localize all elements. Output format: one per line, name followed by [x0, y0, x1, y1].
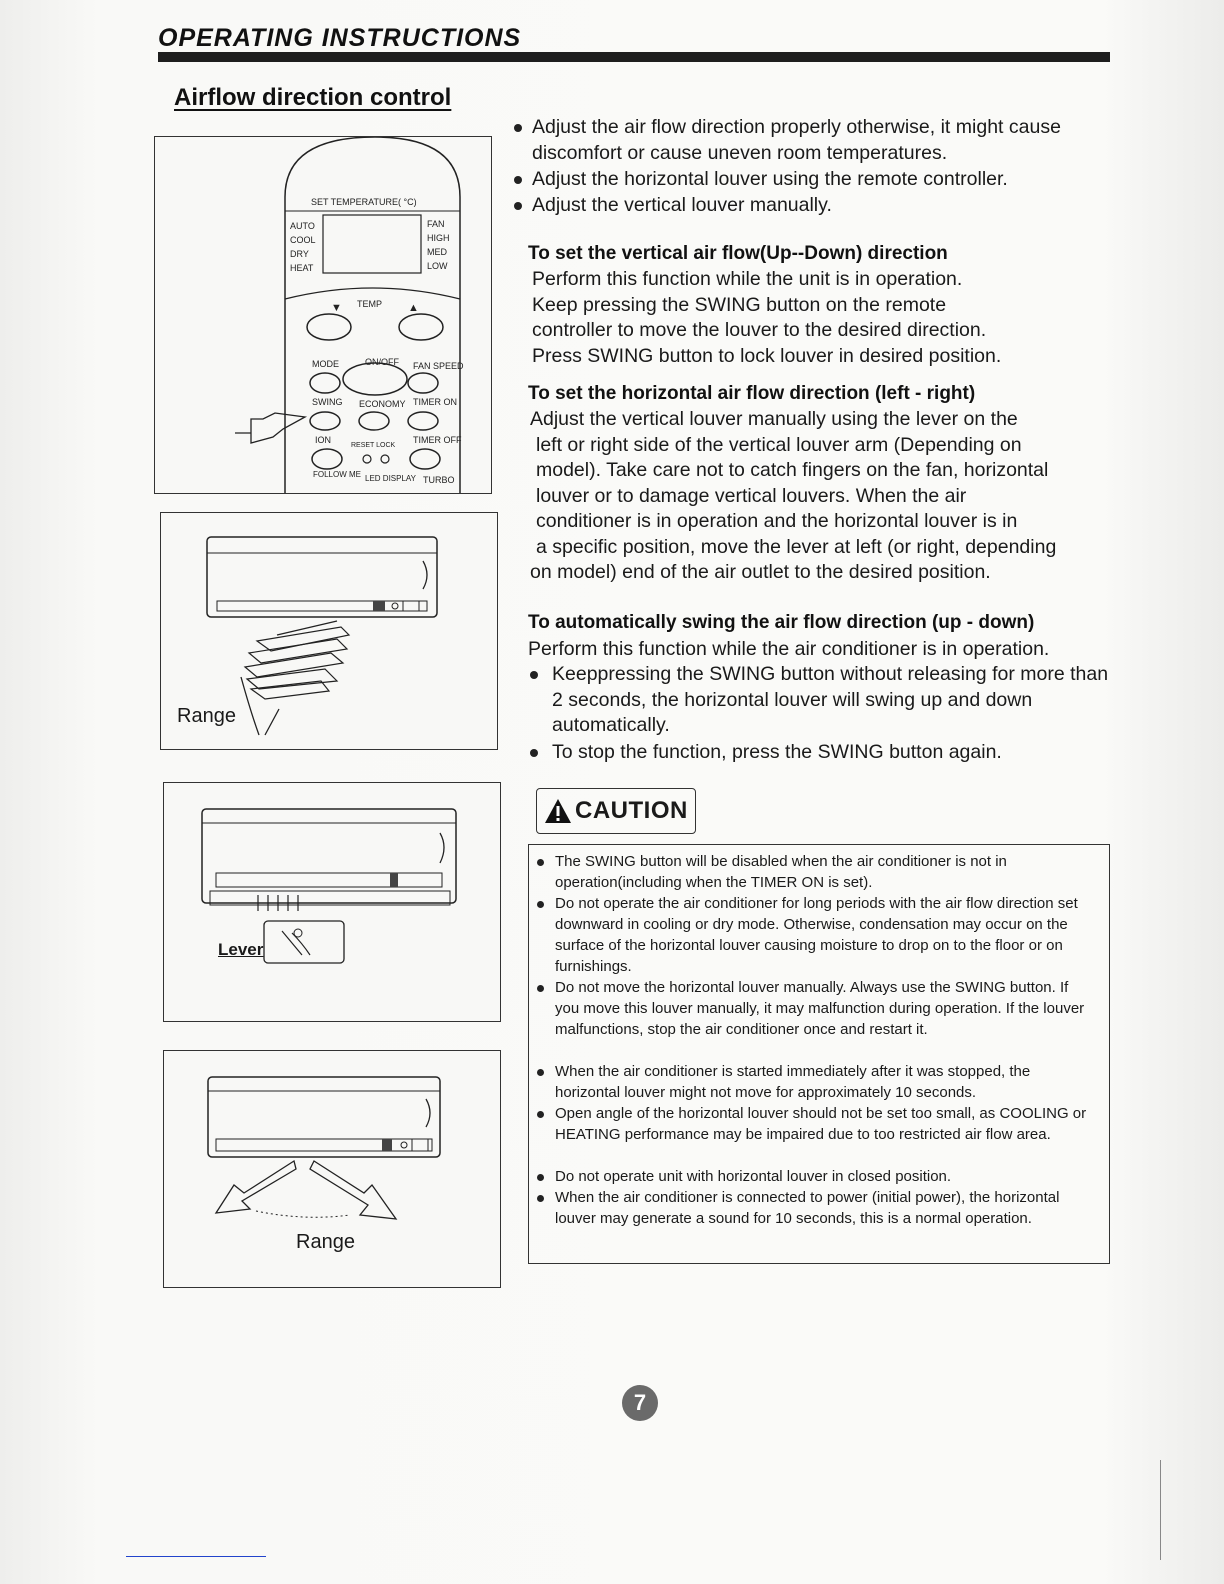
auto-swing-heading: To automatically swing the air flow direction (up - down)	[528, 612, 1035, 633]
temp-down-arrow: ▼	[331, 302, 342, 314]
auto-swing-intro: Perform this function while the air conditioner is in operation.	[528, 638, 1050, 660]
caution-note: Do not operate the air conditioner for long periods with the air flow direction set downward in cooling or dry mode. Otherwise, condensation may occur on the surface of the horizontal louver causing moisture to drop on to the floor or on furnishings.	[537, 893, 1089, 977]
caution-note: When the air conditioner is connected to power (initial power), the horizontal louver may generate a sound for 10 seconds, this is a normal operation.	[537, 1187, 1089, 1229]
caution-label: CAUTION	[575, 797, 688, 824]
swing-button	[310, 412, 340, 430]
temp-down-button	[307, 314, 351, 340]
bullet-dot-icon	[514, 124, 522, 132]
remote-timer-on-label: TIMER ON	[413, 397, 457, 407]
temp-up-arrow: ▲	[408, 302, 419, 314]
remote-mode-label: MODE	[312, 359, 339, 369]
caution-notes-box	[528, 844, 1110, 1264]
remote-fan-labels	[427, 219, 450, 271]
remote-mode-labels	[290, 221, 316, 273]
remote-onoff-label: ON/OFF	[365, 357, 399, 367]
section-title: Airflow direction control	[174, 84, 452, 111]
bullet-dot-icon	[537, 859, 544, 866]
svg-text:LOW: LOW	[427, 261, 448, 271]
remote-temp-label: TEMP	[357, 299, 383, 309]
auto-swing-bullet: To stop the function, press the SWING button again.	[530, 740, 1110, 766]
caution-note: Do not operate unit with horizontal louver in closed position.	[537, 1166, 1089, 1187]
caution-note: Open angle of the horizontal louver should not be set too small, as COOLING or HEATING performance may be impaired due to too restricted air flow area.	[537, 1103, 1089, 1145]
caution-note: When the air conditioner is started immediately after it was stopped, the horizontal louver might not move for approximately 10 seconds.	[537, 1061, 1089, 1103]
remote-swing-label: SWING	[312, 397, 343, 407]
svg-text:AUTO: AUTO	[290, 221, 315, 231]
horizontal-range-figure	[163, 1050, 501, 1288]
warning-triangle-icon	[543, 797, 573, 825]
caution-note: Do not move the horizontal louver manually. Always use the SWING button. If you move this louver manually, it may malfunction during operation. If the louver malfunctions, stop the air conditioner once and restart it.	[537, 977, 1089, 1040]
edge-line	[1160, 1460, 1161, 1560]
intro-bullet: Adjust the air flow direction properly otherwise, it might cause discomfort or cause uneven room temperatures.	[514, 114, 1074, 166]
intro-bullet: Adjust the horizontal louver using the remote controller.	[514, 166, 1074, 192]
bullet-dot-icon	[530, 671, 538, 679]
vertical-airflow-text: Perform this function while the unit is in operation. Keep pressing the SWING button on the remote controller to move the louver to the desired direction. Press SWING button to lock louver in desired position.	[532, 268, 1002, 367]
remote-timer-off-label: TIMER OFF	[413, 435, 462, 445]
horizontal-airflow-text: Adjust the vertical louver manually using the lever on the left or right side of the vertical louver arm (Depending on model). Take care not to catch fingers on the fan, horizontal louver or to damage vertical louvers. When the air conditioner is in operation and the horizontal louver is in a specific position, move the lever at left (or right, depending on model) end of the air outlet to the desired position.	[530, 408, 1057, 583]
pointing-hand-icon	[235, 413, 305, 443]
bullet-dot-icon	[537, 1111, 544, 1118]
remote-follow-me-label: FOLLOW ME	[313, 470, 362, 479]
svg-text:DRY: DRY	[290, 249, 309, 259]
remote-turbo-label: TURBO	[423, 475, 455, 485]
bullet-dot-icon	[537, 985, 544, 992]
remote-fan-speed-label: FAN SPEED	[413, 361, 464, 371]
bullet-dot-icon	[537, 1174, 544, 1181]
caution-header	[536, 788, 696, 834]
bullet-dot-icon	[537, 1195, 544, 1202]
remote-led-display-label: LED DISPLAY	[365, 474, 416, 483]
horizontal-airflow-heading: To set the horizontal air flow direction (left - right)	[528, 383, 976, 404]
remote-reset-lock-label: RESET LOCK	[351, 442, 396, 449]
remote-set-temp-label: SET TEMPERATURE( °C)	[311, 197, 417, 207]
bullet-dot-icon	[514, 176, 522, 184]
bullet-dot-icon	[537, 901, 544, 908]
remote-ion-label: ION	[315, 435, 332, 445]
remote-economy-label: ECONOMY	[359, 399, 406, 409]
indoor-unit-lever-drawing	[164, 783, 500, 1021]
svg-text:MED: MED	[427, 247, 447, 257]
vertical-airflow-heading: To set the vertical air flow(Up--Down) direction	[528, 243, 948, 264]
temp-up-button	[399, 314, 443, 340]
louver-range-figure	[160, 512, 498, 750]
remote-controller-figure	[154, 136, 492, 494]
bullet-dot-icon	[537, 1069, 544, 1076]
remote-controller-drawing	[155, 137, 491, 493]
lever-figure	[163, 782, 501, 1022]
svg-text:HEAT: HEAT	[290, 263, 314, 273]
intro-bullet: Adjust the vertical louver manually.	[514, 192, 1074, 218]
svg-text:FAN: FAN	[427, 219, 445, 229]
auto-swing-bullet: Keeppressing the SWING button without releasing for more than 2 seconds, the horizontal louver will swing up and down automatically.	[530, 662, 1110, 739]
range-label-vertical: Range	[177, 705, 236, 727]
footer-rule	[126, 1556, 266, 1557]
range-label-horizontal: Range	[296, 1231, 355, 1253]
bullet-dot-icon	[514, 202, 522, 210]
header-rule	[158, 52, 1110, 62]
svg-text:COOL: COOL	[290, 235, 316, 245]
page-header-title: OPERATING INSTRUCTIONS	[158, 24, 522, 52]
bullet-dot-icon	[530, 749, 538, 757]
lever-label: Lever	[218, 940, 264, 959]
caution-note: The SWING button will be disabled when the air conditioner is not in operation(including when the TIMER ON is set).	[537, 851, 1089, 893]
svg-text:HIGH: HIGH	[427, 233, 450, 243]
page-number: 7	[622, 1385, 658, 1421]
